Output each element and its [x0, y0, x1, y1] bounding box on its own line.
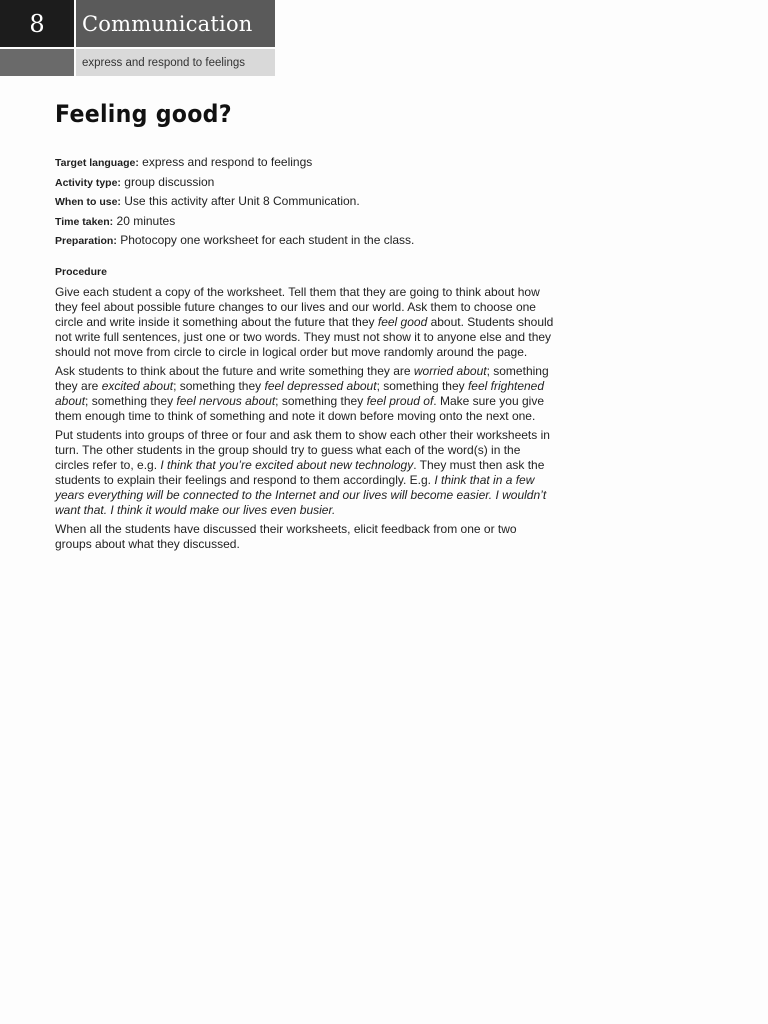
info-when-to-use	[55, 192, 705, 212]
text-run: ; something they	[275, 394, 367, 408]
text-run: ; something they are	[55, 364, 549, 393]
procedure-paragraph-1	[55, 285, 555, 360]
procedure-heading: Procedure	[55, 266, 107, 278]
info-value: 20 minutes	[116, 213, 176, 228]
italic-phrase: feel good	[377, 315, 428, 329]
italic-phrase: feel frightened about	[55, 379, 545, 408]
italic-phrase: I think that in a few years everything will be connected to the Internet and our lives will become easier. I wouldn’t want that. I think it would make our lives even busier.	[55, 473, 547, 517]
text-run: . Make sure you give them enough time to think of something and note it down before moving onto the next one.	[55, 394, 544, 423]
text-run: ; something they	[85, 394, 177, 408]
unit-number: 8	[0, 0, 74, 47]
procedure-section	[55, 265, 555, 556]
italic-phrase: feel nervous about	[176, 394, 276, 408]
italic-phrase: feel depressed about	[264, 379, 377, 393]
text-run: ; something they	[376, 379, 468, 393]
text-run: about. Students should not write full sentences, just one or two words. They must not show it to anyone else and they should not move from circle to circle in logical order but move randomly around the page.	[55, 315, 554, 359]
text-run: Put students into groups of three or four and ask them to show each other their worksheets in turn. The other students in the group should try to guess what each of the word(s) in the circles refer to, e.g.	[55, 428, 550, 472]
info-target-language	[55, 153, 705, 173]
unit-subtitle: express and respond to feelings	[76, 49, 275, 76]
text-run: Ask students to think about the future and write something they are	[55, 364, 414, 378]
info-label: When to use:	[55, 196, 121, 208]
info-time-taken	[55, 212, 705, 232]
info-label: Target language:	[55, 157, 139, 169]
italic-phrase: feel proud of	[366, 394, 434, 408]
info-label: Time taken:	[55, 215, 114, 228]
procedure-paragraph-4: When all the students have discussed their worksheets, elicit feedback from one or two groups about what they discussed.	[55, 522, 517, 551]
info-value: Photocopy one worksheet for each student in the class.	[120, 233, 415, 247]
info-label: Preparation:	[55, 235, 117, 247]
activity-info	[55, 153, 705, 251]
info-activity-type	[55, 173, 705, 193]
italic-phrase: excited about	[101, 379, 174, 393]
text-run: . They must then ask the students to explain their feelings and respond to them accordingly. E.g.	[55, 458, 545, 487]
page-title: Feeling good?	[55, 100, 232, 128]
header-decorative-strip	[0, 49, 74, 76]
procedure-paragraph-3	[55, 428, 555, 518]
info-value: group discussion	[124, 174, 215, 189]
procedure-paragraph-2	[55, 364, 555, 424]
text-run: ; something they	[173, 379, 265, 393]
italic-phrase: I think that you’re excited about new technology	[160, 458, 414, 472]
italic-phrase: worried about	[413, 364, 487, 378]
info-preparation	[55, 231, 705, 251]
unit-title: Communication	[76, 0, 275, 47]
info-value: Use this activity after Unit 8 Communication.	[124, 194, 360, 208]
info-value: express and respond to feelings	[142, 155, 313, 169]
info-label: Activity type:	[55, 176, 121, 189]
text-run: Give each student a copy of the worksheet. Tell them that they are going to think about how they feel about possible future changes to our lives and our world. Ask them to choose one circle and write inside it something about the future that they	[55, 285, 540, 329]
